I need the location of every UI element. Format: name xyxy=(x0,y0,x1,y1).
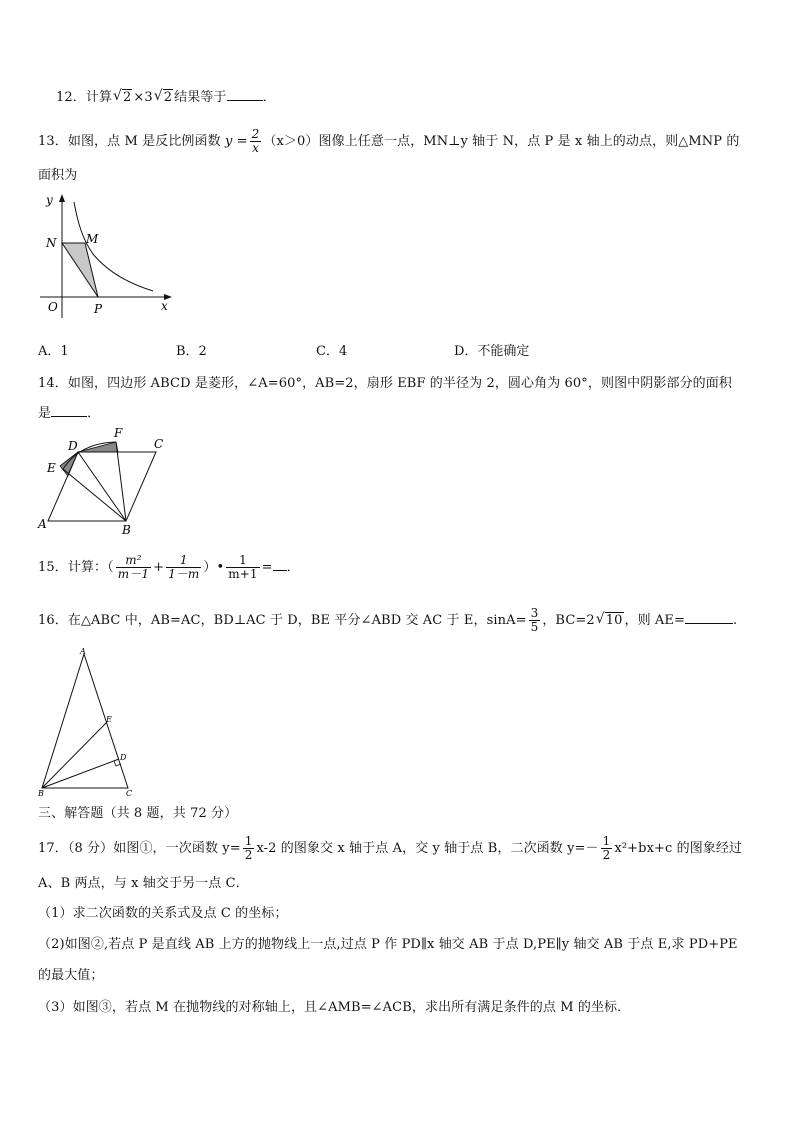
q14-number: 14． xyxy=(38,376,68,391)
q17-part-1: （1）求二次函数的关系式及点 C 的坐标； xyxy=(38,906,288,921)
q17-part-3: （3）如图③，若点 M 在抛物线的对称轴上，且∠AMB=∠ACB，求出所有满足条件的点 M 的坐标． xyxy=(38,1000,631,1015)
q16-number: 16． xyxy=(38,613,68,628)
q17-line-2: A、B 两点，与 x 轴交于另一点 C． xyxy=(38,876,249,891)
q16-answer-blank xyxy=(685,611,733,624)
q13-label-y: y xyxy=(46,193,53,207)
q16-sqrt: √ 10 xyxy=(596,611,624,631)
q13-label-O: O xyxy=(48,300,58,314)
q16-triangle-abc xyxy=(42,654,128,788)
q12-number: 12． xyxy=(56,90,86,105)
q13-label-P: P xyxy=(94,302,103,316)
q17-fraction-1: $\frac{1}{2}$ xyxy=(244,834,253,862)
q12-line: 12．计算√ 2 ×3√ 2 结果等于 ． xyxy=(56,88,276,108)
q13-label-N: N xyxy=(46,236,57,250)
q16-label-B: B xyxy=(38,789,44,798)
q16-segment-bd xyxy=(42,759,119,788)
q16-sin-fraction: $\frac{3}{5}$ xyxy=(530,606,539,634)
q15-fraction-3: $\frac{1}{m+1}$ xyxy=(228,553,258,581)
q15-fraction-2: $\frac{1}{1-m}$ xyxy=(168,553,200,581)
q16-figure xyxy=(36,648,146,798)
q15-fraction-1: $\frac{\text{m²}}{m-1}$ xyxy=(117,553,150,581)
q13-y-arrow xyxy=(59,194,65,202)
q13-line-1: 13．如图，点 M 是反比例函数 y = $\frac{2}{x}$ （x＞0）图像上任意一点，MN⊥y 轴于 N，点 P 是 x 轴上的动点，则△MNP 的 xyxy=(38,127,740,155)
q16-label-C: C xyxy=(126,789,133,798)
q14-figure xyxy=(36,428,176,538)
q13-shaded-triangle xyxy=(62,243,98,297)
q14-label-B: B xyxy=(122,523,131,537)
q17-fraction-2: $\frac{1}{2}$ xyxy=(602,834,611,862)
q17-part-2-line-2: 的最大值； xyxy=(38,968,104,983)
q15-answer-blank xyxy=(273,558,287,571)
q12-answer-blank xyxy=(227,88,263,101)
q12-multiply: ×3 xyxy=(133,90,153,105)
q13-option-a: A．1 xyxy=(38,344,69,359)
q14-segment-be xyxy=(63,469,126,521)
q16-label-E: E xyxy=(106,715,112,724)
q13-number: 13． xyxy=(38,134,68,149)
q14-label-F: F xyxy=(114,428,123,440)
q17-part-2-line-1: （2)如图②,若点 P 是直线 AB 上方的抛物线上一点,过点 P 作 PD∥x 轴交 AB 于点 D,PE∥y 轴交 AB 于点 E,求 PD+PE xyxy=(38,937,738,952)
q14-label-A: A xyxy=(38,517,47,531)
q14-label-C: C xyxy=(154,437,164,451)
q14-label-E: E xyxy=(47,461,56,475)
q13-figure xyxy=(38,192,178,322)
q13-label-x: x xyxy=(161,299,168,313)
q14-line-1: 14．如图，四边形 ABCD 是菱形，∠A=60°，AB=2，扇形 EBF 的半径为 2，圆心角为 60°，则图中阴影部分的面积 xyxy=(38,376,732,391)
q13-option-b: B．2 xyxy=(176,344,207,359)
q12-prefix: 计算 xyxy=(85,90,113,105)
q13-fraction: $\frac{2}{x}$ xyxy=(251,127,260,155)
q16-label-D: D xyxy=(120,753,127,762)
q12-sqrt-1: √ 2 xyxy=(113,88,132,108)
q16-label-A: A xyxy=(80,648,86,656)
q14-label-D: D xyxy=(68,439,78,453)
q16-line: 16．在△ABC 中，AB=AC，BD⊥AC 于 D，BE 平分∠ABD 交 AC 于 E，sinA= $\frac{3}{5}$ ，BC=2√ 10 ，则 AE= . xyxy=(38,607,737,634)
q17-number: 17． xyxy=(38,841,68,856)
q14-shade-top xyxy=(78,442,118,452)
q15-line: 15．计算：（ $\frac{\text{m²}}{m-1}$ + $\frac{1}{1-m}$ ）• $\frac{1}{m+1}$ = ． xyxy=(38,553,300,581)
q13-option-c: C．4 xyxy=(316,344,348,359)
q13-line-2: 面积为 xyxy=(38,168,78,183)
section-heading: 三、解答题（共 8 题，共 72 分） xyxy=(38,806,238,821)
q13-label-M: M xyxy=(86,232,99,246)
q13-option-d: D．不能确定 xyxy=(454,344,530,359)
q12-suffix: 结果等于 xyxy=(174,90,227,105)
q17-line-1: 17．（8 分）如图①，一次函数 y= $\frac{1}{2}$ x-2 的图象交 x 轴于点 A，交 y 轴于点 B，二次函数 y=－ $\frac{1}{2}$ x²+bx+c 的图象经过 xyxy=(38,834,743,862)
q16-segment-be xyxy=(42,722,107,788)
q14-answer-blank xyxy=(51,404,87,417)
q15-number: 15． xyxy=(38,560,68,575)
q14-line-2: 是 ． xyxy=(38,406,101,421)
q12-sqrt-2: √ 2 xyxy=(154,88,173,108)
